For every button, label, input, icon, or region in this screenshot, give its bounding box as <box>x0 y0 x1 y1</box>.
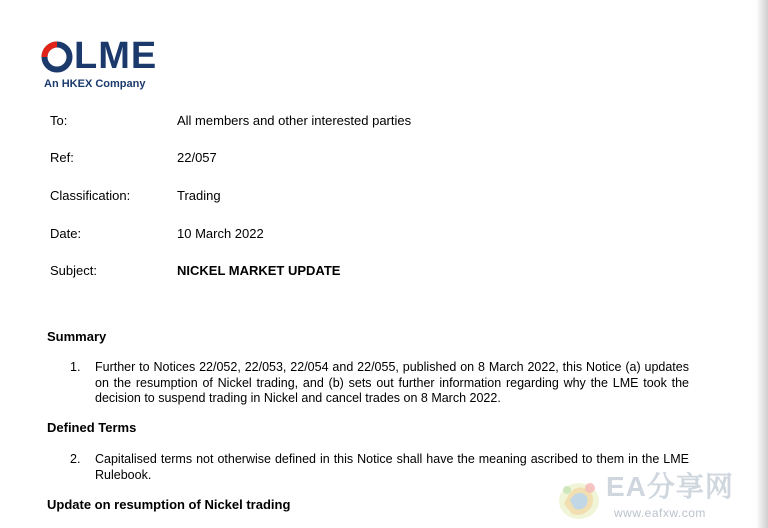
paragraph-number: 2. <box>70 452 81 466</box>
lme-logo-letters: LME <box>74 35 158 77</box>
watermark-logo-icon <box>554 474 604 524</box>
meta-label: Date: <box>50 226 82 241</box>
paragraph-1 <box>70 360 690 408</box>
page-edge-shadow <box>756 0 768 528</box>
lme-logo <box>40 35 170 94</box>
summary-heading: Summary <box>47 329 107 344</box>
meta-value: Trading <box>177 188 221 203</box>
watermark-url: www.eafxw.com <box>614 506 706 520</box>
meta-label: Subject: <box>50 263 97 278</box>
defined-terms-heading: Defined Terms <box>47 420 137 435</box>
meta-label: To: <box>50 113 68 128</box>
meta-value: All members and other interested parties <box>177 113 412 128</box>
meta-value: 22/057 <box>177 150 217 165</box>
meta-value: 10 March 2022 <box>177 226 264 241</box>
meta-label: Classification: <box>50 188 131 203</box>
lme-logo-tagline: An HKEX Company <box>44 78 146 90</box>
watermark-title: EA分享网 <box>606 471 734 502</box>
lme-logo-ring-icon <box>40 40 74 74</box>
watermark <box>554 470 764 526</box>
subject-value: NICKEL MARKET UPDATE <box>177 263 341 278</box>
paragraph-text: Further to Notices 22/052, 22/053, 22/054 and 22/055, published on 8 March 2022, this Notice (a) updates on the resumption of Nickel trading, and (b) sets out further information regarding why the LME took the decision to suspend trading in Nickel and cancel trades on 8 March 2022. <box>95 360 689 405</box>
paragraph-text: Capitalised terms not otherwise defined in this Notice shall have the meaning ascribed to them in the LME Rulebook. <box>95 452 689 482</box>
paragraph-number: 1. <box>70 360 81 374</box>
update-heading: Update on resumption of Nickel trading <box>47 497 291 512</box>
meta-label: Ref: <box>50 150 74 165</box>
